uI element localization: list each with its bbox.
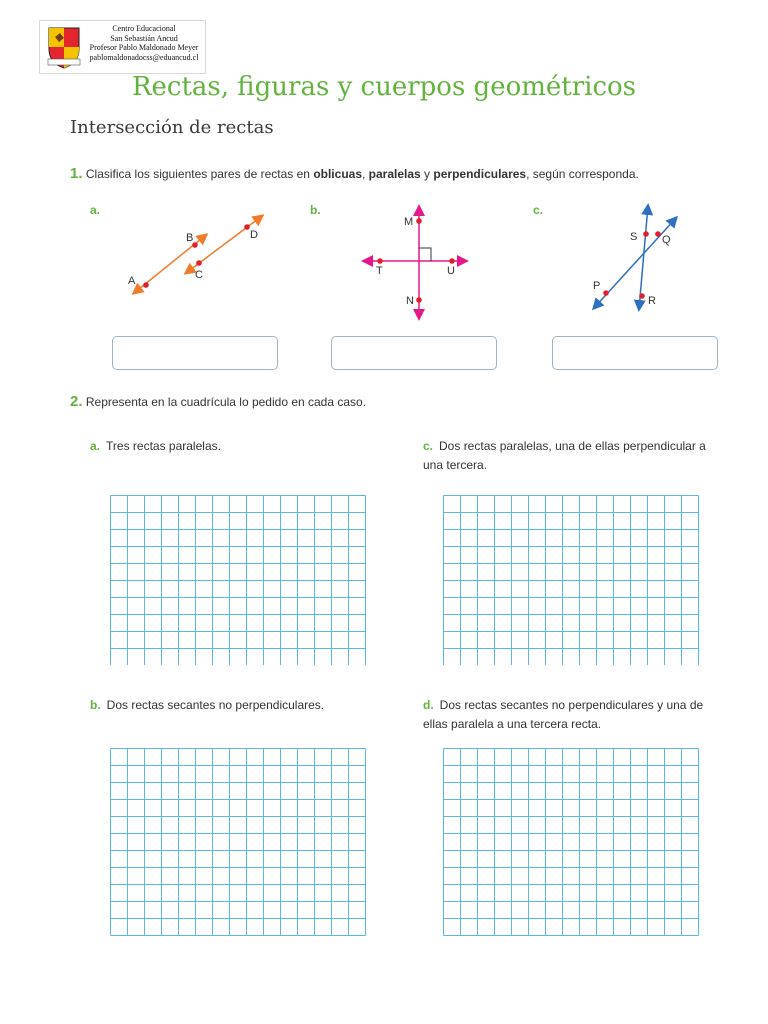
- figure-b-label: b.: [310, 203, 321, 217]
- school-info: [84, 24, 204, 62]
- task-a-label: a.: [90, 439, 101, 453]
- answer-box-b[interactable]: [331, 336, 497, 370]
- point-c: [196, 260, 202, 266]
- task-c-label: c.: [423, 439, 434, 453]
- task-d: [423, 696, 728, 734]
- point-p-label: P: [593, 280, 601, 292]
- point-n: [416, 297, 422, 303]
- point-t-label: T: [376, 265, 383, 277]
- point-u: [449, 258, 455, 264]
- point-p: [603, 290, 609, 296]
- question-1: [70, 165, 639, 182]
- question-1-number: 1.: [70, 165, 83, 182]
- teacher-name: Profesor Pablo Maldonado Meyer: [89, 43, 199, 52]
- point-d-label: D: [250, 229, 258, 241]
- keyword-paralelas: paralelas: [368, 167, 421, 181]
- task-a-text: Tres rectas paralelas.: [106, 439, 221, 453]
- grid-c[interactable]: [443, 495, 713, 665]
- task-d-text: Dos rectas secantes no perpendiculares y una de ellas paralela a una tercera recta.: [423, 698, 704, 731]
- page-title: Rectas, figuras y cuerpos geométricos: [131, 72, 637, 102]
- question-1-text-before: Clasifica los siguientes pares de rectas en: [85, 167, 314, 181]
- point-m: [416, 218, 422, 224]
- grid-b[interactable]: [110, 748, 380, 936]
- point-q-label: Q: [662, 234, 671, 246]
- grid-d[interactable]: [443, 748, 713, 936]
- figure-a-label: a.: [90, 203, 101, 217]
- question-1-sep2: y: [420, 167, 434, 181]
- point-n-label: N: [406, 295, 414, 307]
- point-m-label: M: [404, 216, 414, 228]
- task-c-text: Dos rectas paralelas, una de ellas perpendicular a una tercera.: [423, 439, 706, 472]
- point-t: [377, 258, 383, 264]
- question-1-text-after: , según corresponda.: [526, 167, 639, 181]
- school-name-line1: Centro Educacional: [112, 24, 176, 33]
- grid-a[interactable]: [110, 495, 380, 665]
- task-b-label: b.: [90, 698, 101, 712]
- teacher-email: pablomaldonadocss@eduancud.cl: [89, 52, 199, 62]
- keyword-perpendiculares: perpendiculares: [433, 167, 527, 181]
- point-r: [639, 293, 645, 299]
- task-b: [90, 696, 380, 715]
- keyword-oblicuas: oblicuas: [313, 167, 362, 181]
- right-angle-mark: [419, 248, 431, 261]
- task-b-text: Dos rectas secantes no perpendiculares.: [106, 698, 325, 712]
- answer-box-c[interactable]: [552, 336, 718, 370]
- point-s-label: S: [630, 231, 638, 243]
- point-d: [244, 224, 250, 230]
- answer-box-a[interactable]: [112, 336, 278, 370]
- school-crest-icon: [46, 25, 82, 69]
- question-2-number: 2.: [70, 393, 83, 410]
- question-2-text: Representa en la cuadrícula lo pedido en cada caso.: [85, 395, 367, 409]
- figure-a-parallel-lines: [110, 200, 290, 310]
- task-c: [423, 437, 723, 475]
- figure-b-perpendicular-lines: [355, 200, 475, 325]
- point-q: [655, 231, 661, 237]
- figure-c-oblique-lines: [580, 200, 690, 320]
- figure-c-label: c.: [533, 203, 544, 217]
- point-s: [643, 231, 649, 237]
- section-title: Intersección de rectas: [70, 117, 274, 138]
- point-u-label: U: [447, 265, 455, 277]
- task-a: [90, 437, 380, 456]
- point-b-label: B: [186, 232, 194, 244]
- question-2: [70, 393, 366, 410]
- school-name-line2: San Sebastián Ancud: [110, 33, 178, 43]
- point-a-label: A: [128, 275, 136, 287]
- task-d-label: d.: [423, 698, 434, 712]
- school-header: [39, 20, 206, 74]
- question-1-sep1: ,: [362, 167, 369, 181]
- point-c-label: C: [195, 269, 203, 281]
- point-r-label: R: [648, 295, 656, 307]
- point-a: [143, 282, 149, 288]
